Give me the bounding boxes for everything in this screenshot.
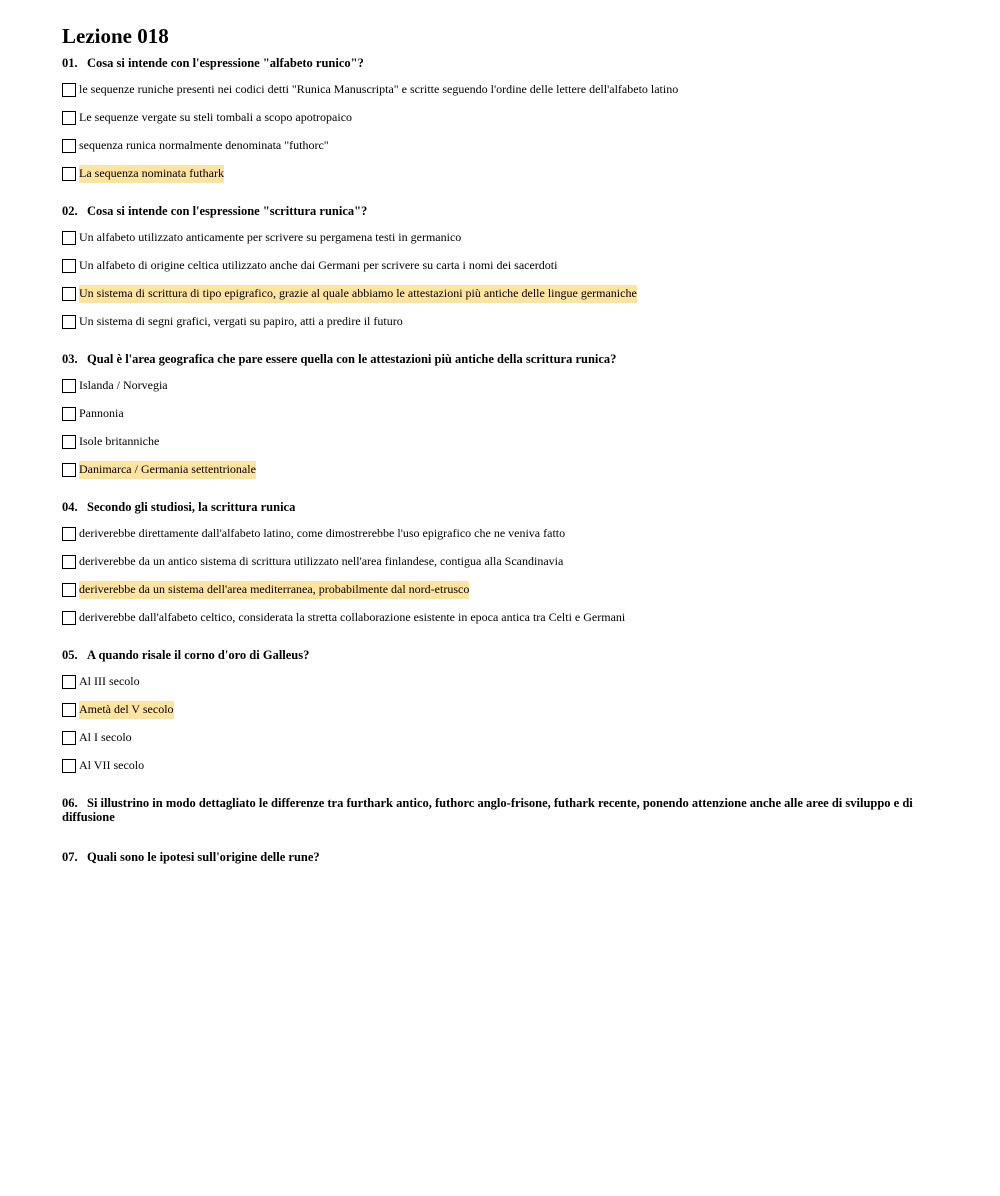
answer-option[interactable] (62, 400, 938, 428)
question-number: 04. (62, 500, 78, 514)
question-4 (62, 500, 938, 632)
answer-option[interactable] (62, 160, 938, 188)
answer-checkbox[interactable] (62, 287, 76, 301)
question-label: Cosa si intende con l'espressione "scrittura runica"? (87, 204, 368, 218)
answer-checkbox[interactable] (62, 675, 76, 689)
open-question-list (62, 796, 938, 864)
question-text (62, 850, 938, 864)
question-text (62, 648, 938, 662)
answer-checkbox[interactable] (62, 583, 76, 597)
answer-label: Al VII secolo (79, 758, 145, 772)
answer-checkbox[interactable] (62, 555, 76, 569)
answer-checkbox[interactable] (62, 463, 76, 477)
question-number: 02. (62, 204, 78, 218)
question-text (62, 56, 938, 70)
question-label: A quando risale il corno d'oro di Galleus? (87, 648, 310, 662)
answer-label: Islanda / Norvegia (79, 378, 168, 392)
answer-label: Un sistema di segni grafici, vergati su papiro, atti a predire il futuro (79, 314, 403, 328)
answer-option[interactable] (62, 132, 938, 160)
question-2 (62, 204, 938, 336)
answer-label-highlighted: La sequenza nominata futhark (79, 165, 224, 183)
question-5 (62, 648, 938, 780)
answer-label: Pannonia (79, 406, 124, 420)
answer-option[interactable] (62, 668, 938, 696)
answer-option[interactable] (62, 456, 938, 484)
question-label: Cosa si intende con l'espressione "alfabeto runico"? (87, 56, 364, 70)
question-number: 03. (62, 352, 78, 366)
answer-label: le sequenze runiche presenti nei codici detti "Runica Manuscripta" e scritte seguendo l'ordine delle lettere dell'alfabeto latino (79, 82, 679, 96)
answer-checkbox[interactable] (62, 379, 76, 393)
answer-checkbox[interactable] (62, 407, 76, 421)
answer-label: Un alfabeto di origine celtica utilizzato anche dai Germani per scrivere su carta i nomi dei sacerdoti (79, 258, 558, 272)
question-text (62, 796, 938, 824)
answer-label: deriverebbe da un antico sistema di scrittura utilizzato nell'area finlandese, contigua alla Scandinavia (79, 554, 564, 568)
question-label: Qual è l'area geografica che pare essere quella con le attestazioni più antiche della scrittura runica? (87, 352, 617, 366)
answer-checkbox[interactable] (62, 435, 76, 449)
answer-label-highlighted: Ametà del V secolo (79, 701, 174, 719)
answer-option[interactable] (62, 372, 938, 400)
answer-option[interactable] (62, 104, 938, 132)
answer-option[interactable] (62, 252, 938, 280)
question-1 (62, 56, 938, 188)
question-number: 07. (62, 850, 78, 864)
question-3 (62, 352, 938, 484)
answer-option[interactable] (62, 280, 938, 308)
answer-label: deriverebbe direttamente dall'alfabeto latino, come dimostrerebbe l'uso epigrafico che ne veniva fatto (79, 526, 566, 540)
question-text (62, 352, 938, 366)
open-question-1 (62, 796, 938, 824)
answer-label: Le sequenze vergate su steli tombali a scopo apotropaico (79, 110, 353, 124)
answer-option[interactable] (62, 520, 938, 548)
question-label: Si illustrino in modo dettagliato le differenze tra furthark antico, futhorc anglo-frisone, futhark recente, ponendo attenzione anche alle aree di sviluppo e di diffusione (62, 796, 913, 824)
answer-option[interactable] (62, 604, 938, 632)
answer-label-highlighted: deriverebbe da un sistema dell'area mediterranea, probabilmente dal nord-etrusco (79, 581, 469, 599)
question-list (62, 56, 938, 780)
question-text (62, 500, 938, 514)
answer-option[interactable] (62, 428, 938, 456)
answer-option[interactable] (62, 696, 938, 724)
answer-checkbox[interactable] (62, 259, 76, 273)
question-label: Quali sono le ipotesi sull'origine delle rune? (87, 850, 320, 864)
answer-label: Isole britanniche (79, 434, 160, 448)
answer-label: sequenza runica normalmente denominata "futhorc" (79, 138, 329, 152)
question-number: 06. (62, 796, 78, 810)
answer-option[interactable] (62, 224, 938, 252)
answer-checkbox[interactable] (62, 231, 76, 245)
answer-label: Al III secolo (79, 674, 140, 688)
answer-checkbox[interactable] (62, 111, 76, 125)
answer-label: Al I secolo (79, 730, 132, 744)
answer-checkbox[interactable] (62, 611, 76, 625)
answer-checkbox[interactable] (62, 731, 76, 745)
answer-checkbox[interactable] (62, 527, 76, 541)
answer-checkbox[interactable] (62, 703, 76, 717)
answer-option[interactable] (62, 76, 938, 104)
answer-checkbox[interactable] (62, 759, 76, 773)
answer-option[interactable] (62, 724, 938, 752)
answer-label: deriverebbe dall'alfabeto celtico, considerata la stretta collaborazione esistente in epoca antica tra Celti e Germani (79, 610, 626, 624)
open-question-2 (62, 850, 938, 864)
question-label: Secondo gli studiosi, la scrittura runica (87, 500, 296, 514)
answer-option[interactable] (62, 308, 938, 336)
question-number: 01. (62, 56, 78, 70)
answer-label-highlighted: Danimarca / Germania settentrionale (79, 461, 256, 479)
answer-checkbox[interactable] (62, 139, 76, 153)
page-title: Lezione 018 (62, 24, 169, 48)
answer-label: Un alfabeto utilizzato anticamente per scrivere su pergamena testi in germanico (79, 230, 462, 244)
question-number: 05. (62, 648, 78, 662)
answer-checkbox[interactable] (62, 167, 76, 181)
answer-option[interactable] (62, 576, 938, 604)
question-text (62, 204, 938, 218)
answer-checkbox[interactable] (62, 315, 76, 329)
answer-label-highlighted: Un sistema di scrittura di tipo epigrafico, grazie al quale abbiamo le attestazioni più antiche delle lingue germaniche (79, 285, 637, 303)
answer-checkbox[interactable] (62, 83, 76, 97)
answer-option[interactable] (62, 752, 938, 780)
answer-option[interactable] (62, 548, 938, 576)
